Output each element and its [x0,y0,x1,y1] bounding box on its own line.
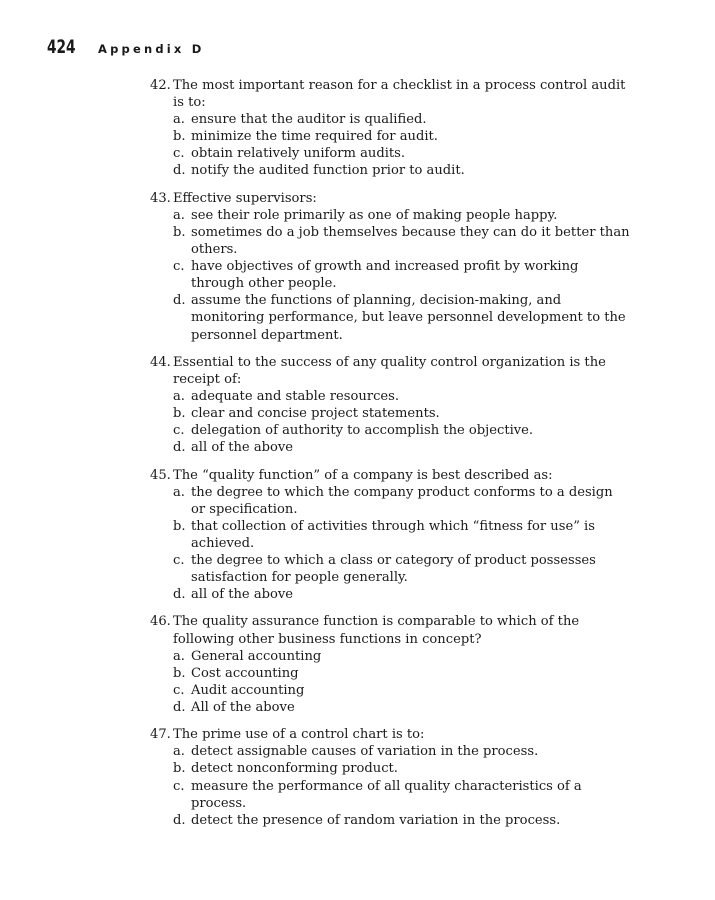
option-letter: c. [173,682,185,698]
answer-option [150,760,630,777]
option-text: have objectives of growth and increased profit by working through other people. [191,259,579,292]
option-text: all of the above [191,587,294,603]
answer-option [150,258,630,292]
question-47 [150,726,630,829]
question-number: 45. [150,467,171,483]
question-stem [150,77,630,111]
answer-option [150,422,630,439]
answer-option [150,778,630,812]
option-letter: b. [173,224,186,240]
question-text: The most important reason for a checklist in a process control audit is to: [173,78,626,111]
option-text: see their role primarily as one of making people happy. [191,207,558,223]
question-number: 42. [150,78,171,93]
running-head [47,36,205,58]
option-text: General accounting [191,648,322,664]
option-text: clear and concise project statements. [191,406,440,422]
option-letter: b. [173,406,186,422]
option-letter: d. [173,163,186,179]
option-text: minimize the time required for audit. [191,129,438,145]
question-43 [150,190,630,344]
option-letter: b. [173,129,186,145]
answer-option [150,518,630,552]
option-text: adequate and stable resources. [191,388,400,404]
question-text: Effective supervisors: [173,190,317,206]
option-text: detect assignable causes of variation in the process. [191,744,539,760]
answer-option [150,292,630,343]
answer-option [150,743,630,760]
option-text: detect nonconforming product. [191,761,398,777]
option-letter: b. [173,665,186,681]
option-letter: a. [173,388,185,404]
answer-option [150,405,630,422]
option-text: all of the above [191,440,294,456]
answer-options [150,484,630,604]
option-letter: a. [173,648,185,664]
option-text: sometimes do a job themselves because they can do it better than others. [191,224,630,258]
option-letter: a. [173,207,185,223]
option-text: detect the presence of random variation in the process. [191,812,561,828]
option-letter: c. [173,259,185,275]
option-text: Audit accounting [191,682,305,698]
option-letter: d. [173,440,186,456]
option-text: delegation of authority to accomplish the objective. [191,423,534,439]
answer-option [150,586,630,603]
option-text: notify the audited function prior to audit. [191,163,465,179]
answer-options [150,648,630,716]
option-letter: c. [173,423,185,439]
answer-option [150,388,630,405]
question-text: Essential to the success of any quality control organization is the receipt of: [173,354,606,387]
answer-options [150,388,630,456]
option-letter: d. [173,293,186,309]
answer-option [150,682,630,699]
answer-option [150,162,630,179]
answer-option [150,128,630,145]
question-number: 47. [150,727,171,743]
answer-option [150,648,630,665]
question-stem [150,354,630,388]
answer-options [150,207,630,344]
option-letter: a. [173,744,185,760]
answer-option [150,699,630,716]
question-46 [150,613,630,716]
answer-option [150,145,630,162]
question-text: The “quality function” of a company is best described as: [173,467,553,483]
answer-option [150,665,630,682]
option-letter: c. [173,146,185,162]
question-number: 44. [150,354,171,370]
option-text: that collection of activities through which “fitness for use” is achieved. [191,518,595,551]
option-letter: b. [173,761,186,777]
option-text: assume the functions of planning, decision-making, and monitoring performance, but leave personnel development to the personnel department. [191,293,626,343]
answer-option [150,224,630,258]
question-number: 43. [150,190,171,206]
option-text: ensure that the auditor is qualified. [191,112,427,128]
option-letter: c. [173,778,185,794]
question-stem [150,613,630,647]
question-42 [150,77,630,180]
option-letter: a. [173,484,185,500]
question-text: The prime use of a control chart is to: [173,727,425,743]
answer-option [150,484,630,518]
option-letter: d. [173,699,186,715]
answer-option [150,552,630,586]
page-number: 424 [47,36,76,58]
question-list [150,77,630,839]
option-text: obtain relatively uniform audits. [191,146,406,162]
question-stem [150,467,630,484]
question-text: The quality assurance function is comparable to which of the following other business functions in concept? [173,614,580,647]
question-44 [150,354,630,457]
question-stem [150,726,630,743]
option-text: All of the above [191,699,295,715]
option-text: measure the performance of all quality characteristics of a process. [191,778,582,811]
option-text: the degree to which the company product conforms to a design or specification. [191,484,613,517]
option-letter: a. [173,112,185,128]
answer-option [150,812,630,829]
question-stem [150,190,630,207]
answer-option [150,207,630,224]
option-text: Cost accounting [191,665,299,681]
option-letter: b. [173,518,186,534]
answer-option [150,439,630,456]
answer-options [150,743,630,828]
question-number: 46. [150,614,171,630]
question-45 [150,467,630,604]
answer-options [150,111,630,179]
option-letter: d. [173,812,186,828]
answer-option [150,111,630,128]
running-title: Appendix D [98,42,205,56]
option-text: the degree to which a class or category of product possesses satisfaction for people generally. [191,553,596,586]
option-letter: d. [173,587,186,603]
option-letter: c. [173,553,185,568]
